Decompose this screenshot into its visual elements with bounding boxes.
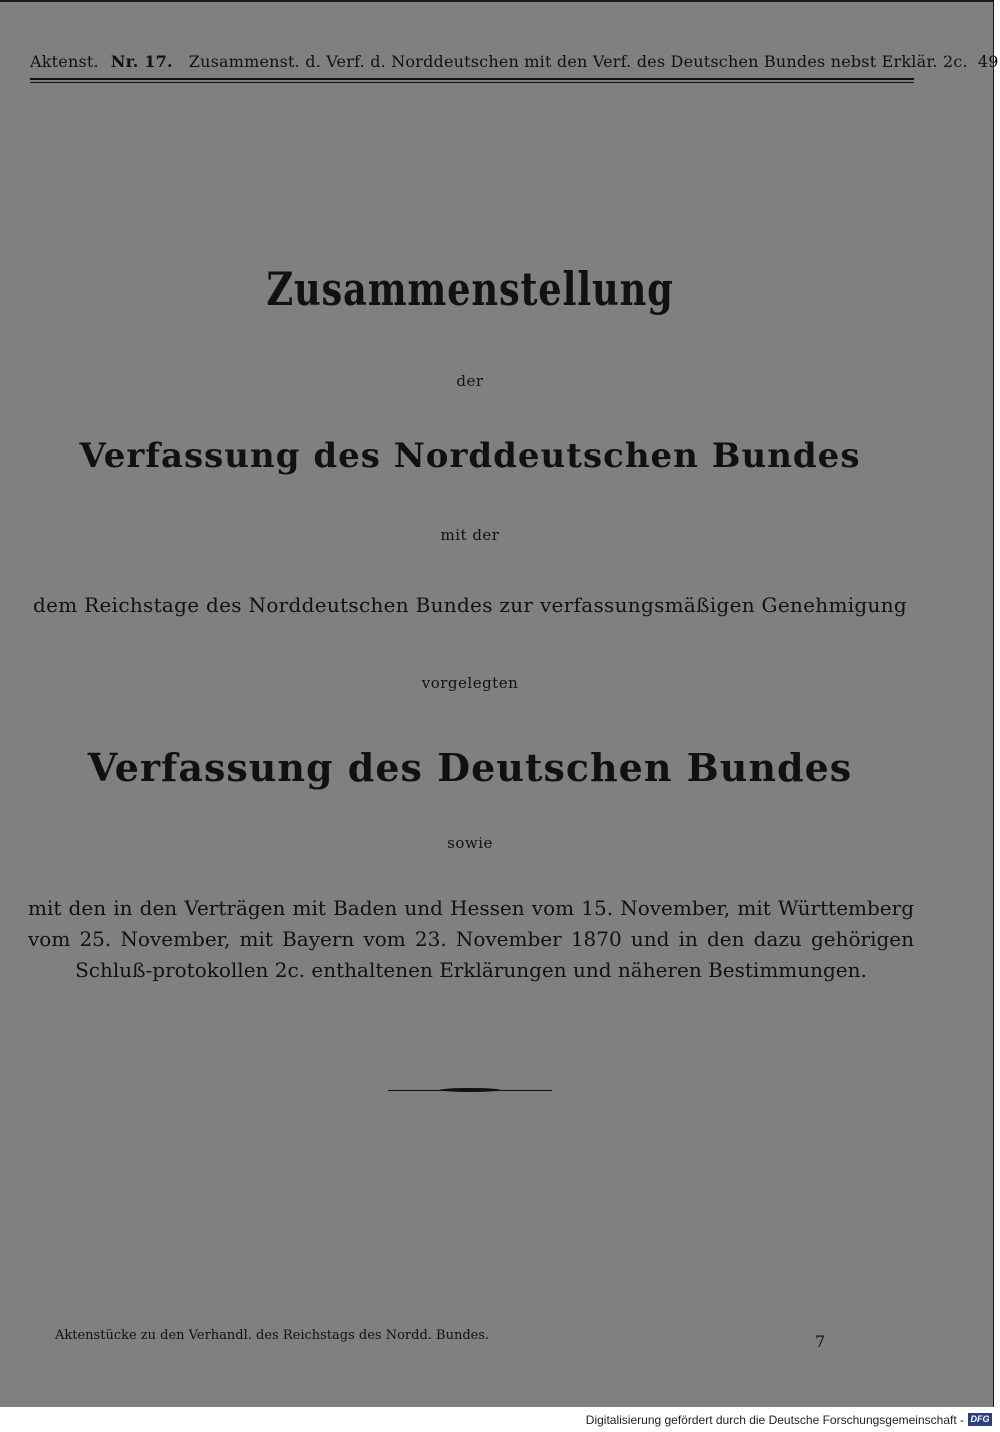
connector-sowie: sowie — [447, 834, 493, 852]
end-ornament — [440, 1088, 500, 1092]
subtitle-norddeutsch: Verfassung des Norddeutschen Bundes — [79, 436, 861, 476]
body-paragraph: mit den in den Verträgen mit Baden und Hessen vom 15. November, mit Württemberg vom 25. November, mit Bayern vom 23. November 1870 und in den dazu gehörigen Schluß-protokollen 2c. enthaltenen Erklärungen und näheren Bestimmungen. — [28, 896, 914, 982]
running-head-left: Aktenst. — [30, 52, 99, 71]
dfg-logo: DFG — [968, 1413, 992, 1426]
reichstag-line: dem Reichstage des Norddeutschen Bundes zur verfassungsmäßigen Genehmigung — [33, 593, 907, 617]
header-rule-thin — [30, 82, 914, 83]
page-number: 49 — [977, 52, 999, 71]
main-title: Zusammenstellung — [266, 262, 674, 316]
connector-der: der — [456, 372, 484, 390]
running-head-title: Zusammenst. d. Verf. d. Norddeutschen mit den Verf. des Deutschen Bundes nebst Erklär. 2c. — [188, 52, 968, 71]
subtitle-deutsch: Verfassung des Deutschen Bundes — [87, 745, 853, 790]
footer-sheet-number: 7 — [815, 1332, 826, 1351]
running-head — [30, 52, 999, 78]
digitization-credit: Digitalisierung gefördert durch die Deutsche Forschungsgemeinschaft - — [585, 1413, 964, 1427]
footer-source: Aktenstücke zu den Verhandl. des Reichstags des Nordd. Bundes. — [55, 1328, 490, 1343]
connector-mit-der: mit der — [440, 526, 500, 544]
connector-vorgelegten: vorgelegten — [421, 674, 519, 692]
header-rule — [30, 78, 914, 80]
page-top-edge — [0, 0, 993, 2]
document-number: Nr. 17. — [110, 52, 173, 71]
